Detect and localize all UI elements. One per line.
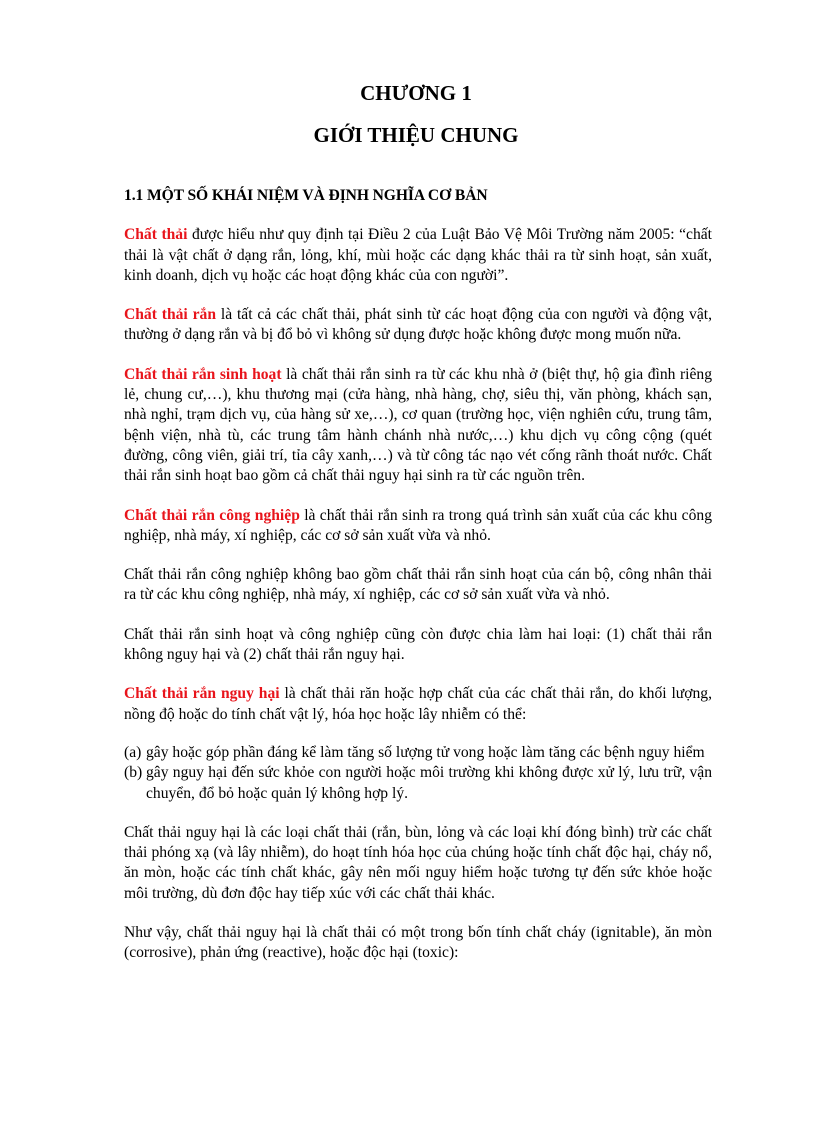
paragraph-text: là chất thải rắn sinh ra trong quá trình sản xuất của các khu công nghiệp, nhà máy, xí nghiệp, các cơ sở sản xuất vừa và nhỏ. <box>124 506 712 544</box>
section-heading: 1.1 MỘT SỐ KHÁI NIỆM VÀ ĐỊNH NGHĨA CƠ BẢN <box>124 187 488 204</box>
list-marker: (a) <box>124 743 142 761</box>
term-chat-thai-ran: Chất thải rắn <box>124 306 217 324</box>
list-item-text: gây hoặc góp phần đáng kể làm tăng số lượng tử vong hoặc làm tăng các bệnh nguy hiểm <box>146 743 705 761</box>
paragraph-chat-thai-ran-cong-nghiep <box>124 506 712 547</box>
paragraph-hazardous-definition: Chất thải nguy hại là các loại chất thải (rắn, bùn, lỏng và các loại khí đóng bình) trừ các chất thải phóng xạ (và lây nhiễm), do hoạt tính hóa học của chúng hoặc tính chất độc hại, cháy nổ, ăn mòn, hoặc các tính chất khác, gây nên mối nguy hiểm hoặc tương tự đến sức khỏe hoặc môi trường, dù đơn độc hay tiếp xúc với các chất thải khác. <box>124 823 712 902</box>
paragraph-chat-thai-ran-sinh-hoat <box>124 365 712 487</box>
list-item-text: gây nguy hại đến sức khỏe con người hoặc môi trường khi không được xử lý, lưu trữ, vận chuyển, đổ bỏ hoặc quản lý không hợp lý. <box>146 764 712 802</box>
paragraph-text: là tất cả các chất thải, phát sinh từ các hoạt động của con người và động vật, thường ở dạng rắn và bị đổ bỏ vì không sử dụng được hoặc không được mong muốn nữa. <box>124 306 713 344</box>
paragraph-text: là chất thải rắn sinh ra từ các khu nhà ở (biệt thự, hộ gia đình riêng lẻ, chung cư,…), khu thương mại (cửa hàng, nhà hàng, chợ, siêu thị, văn phòng, khách sạn, nhà nghỉ, trạm dịch vụ, của hàng sử xe,…), cơ quan (trường học, viện nghiên cứu, trung tâm, bệnh viện, nhà tù, các trung tâm hành chánh nhà nước,…) khu dịch vụ công cộng (quét đường, công viên, giải trí, tỉa cây xanh,…) và từ công tác nạo vét cống rãnh thoát nước. Chất thải rắn sinh hoạt bao gồm cả chất thải nguy hại sinh ra từ các nguồn trên. <box>124 365 712 485</box>
paragraph-text: là chất thải răn hoặc hợp chất của các chất thải rắn, do khối lượng, nồng độ hoặc do tính chất vật lý, hóa học hoặc lây nhiễm có thể: <box>124 685 712 723</box>
term-chat-thai: Chất thải <box>124 226 188 244</box>
term-chat-thai-ran-cong-nghiep: Chất thải rắn công nghiệp <box>124 506 300 524</box>
list-marker: (b) <box>124 764 143 782</box>
paragraph-four-properties: Như vậy, chất thải nguy hại là chất thải có một trong bốn tính chất cháy (ignitable), ăn mòn (corrosive), phản ứng (reactive), hoặc độc hại (toxic): <box>124 924 712 962</box>
document-body <box>124 186 712 983</box>
term-chat-thai-ran-nguy-hai: Chất thải rắn nguy hại <box>124 685 280 703</box>
hazard-criteria-list <box>124 743 712 804</box>
list-item <box>124 743 712 763</box>
chapter-title: GIỚI THIỆU CHUNG <box>313 123 519 147</box>
paragraph-two-types: Chất thải rắn sinh hoạt và công nghiệp cũng còn được chia làm hai loại: (1) chất thải rắn không nguy hại và (2) chất thải rắn nguy hại. <box>124 625 712 664</box>
list-item <box>124 763 712 804</box>
paragraph-cong-nghiep-exclusion: Chất thải rắn công nghiệp không bao gồm chất thải rắn sinh hoạt của cán bộ, công nhân thải ra từ các khu công nghiệp, nhà máy, xí nghiệp, các cơ sở sản xuất vừa và nhỏ. <box>124 566 712 604</box>
paragraph-chat-thai-ran-nguy-hai <box>124 684 712 725</box>
paragraph-chat-thai-ran <box>124 305 712 346</box>
paragraph-text: được hiểu như quy định tại Điều 2 của Luật Bảo Vệ Môi Trường năm 2005: “chất thải là vật chất ở dạng rắn, lỏng, khí, mùi hoặc các dạng khác thải ra từ sinh hoạt, sản xuất, kinh doanh, dịch vụ hoặc các hoạt động khác của con người”. <box>124 226 712 284</box>
chapter-number: CHƯƠNG 1 <box>360 81 472 105</box>
term-chat-thai-ran-sinh-hoat: Chất thải rắn sinh hoạt <box>124 365 282 383</box>
paragraph-chat-thai <box>124 225 712 286</box>
